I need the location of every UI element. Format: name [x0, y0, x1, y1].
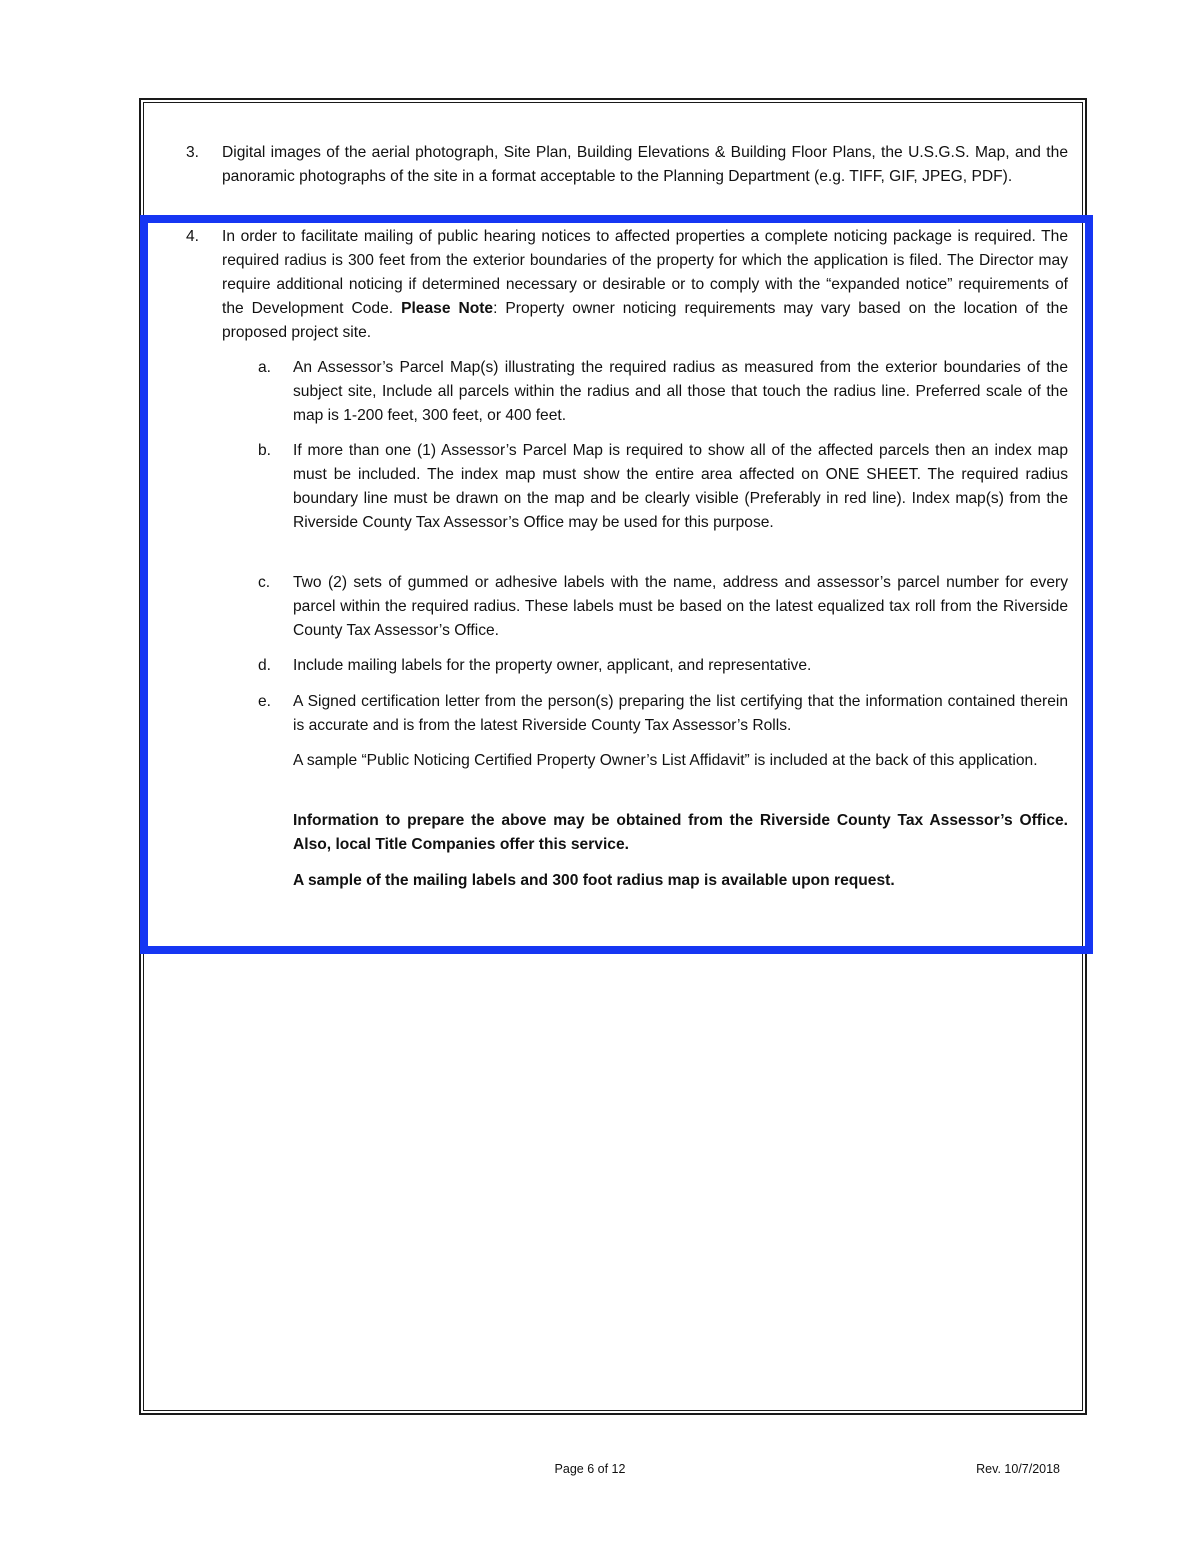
subitem-a-text: An Assessor’s Parcel Map(s) illustrating the required radius as measured from the exterior boundaries of the subject site, Include all parcels within the radius and all those that touch the radius line. Preferred scale of the map is 1-200 feet, 300 feet, or 400 feet. — [293, 359, 1068, 424]
please-note-label: Please Note — [401, 300, 494, 317]
item-4-number: 4. — [186, 228, 200, 245]
subitem-b-letter: b. — [258, 442, 272, 459]
subitem-d-text: Include mailing labels for the property owner, applicant, and representative. — [293, 657, 812, 674]
page-number: Page 6 of 12 — [554, 1462, 626, 1476]
item-3-number: 3. — [186, 144, 200, 161]
subitem-e-text: A Signed certification letter from the person(s) preparing the list certifying that the information contained therein is accurate and is from the latest Riverside County Tax Assessor’s Rolls. — [293, 693, 1068, 734]
sample-affidavit-note: A sample “Public Noticing Certified Property Owner’s List Affidavit” is included at the back of this application. — [293, 752, 1038, 769]
subitem-d-letter: d. — [258, 657, 272, 674]
sample-request-note: A sample of the mailing labels and 300 foot radius map is available upon request. — [293, 872, 895, 889]
subitem-a-letter: a. — [258, 359, 272, 376]
subitem-c-text: Two (2) sets of gummed or adhesive labels with the name, address and assessor’s parcel number for every parcel within the required radius. These labels must be based on the latest equalized tax roll from the Riverside County Tax Assessor’s Office. — [293, 574, 1068, 639]
item-4-text — [222, 225, 1068, 345]
info-source-note: Information to prepare the above may be obtained from the Riverside County Tax Assessor’s Office. Also, local Title Companies offer this service. — [293, 812, 1068, 853]
item-4-text-before: In order to facilitate mailing of public hearing notices to affected properties a complete noticing package is required. The required radius is 300 feet from the exterior boundaries of the property for which the application is filed. The Director may require additional noticing if determined necessary or desirable or to comply with the “expanded notice” requirements of the Development Code. — [222, 228, 1068, 317]
revision-date: Rev. 10/7/2018 — [976, 1462, 1060, 1476]
subitem-c-letter: c. — [258, 574, 271, 591]
item-4-text-after: : Property owner noticing requirements may vary based on the location of the proposed project site. — [222, 300, 1068, 341]
subitem-e-letter: e. — [258, 693, 272, 710]
subitem-b-text: If more than one (1) Assessor’s Parcel Map is required to show all of the affected parcels then an index map must be included. The index map must show the entire area affected on ONE SHEET. The required radius boundary line must be drawn on the map and be clearly visible (Preferably in red line). Index map(s) from the Riverside County Tax Assessor’s Office may be used for this purpose. — [293, 442, 1068, 531]
item-3-text: Digital images of the aerial photograph, Site Plan, Building Elevations & Building Floor Plans, the U.S.G.S. Map, and the panoramic photographs of the site in a format acceptable to the Planning Department (e.g. TIFF, GIF, JPEG, PDF). — [222, 144, 1068, 185]
